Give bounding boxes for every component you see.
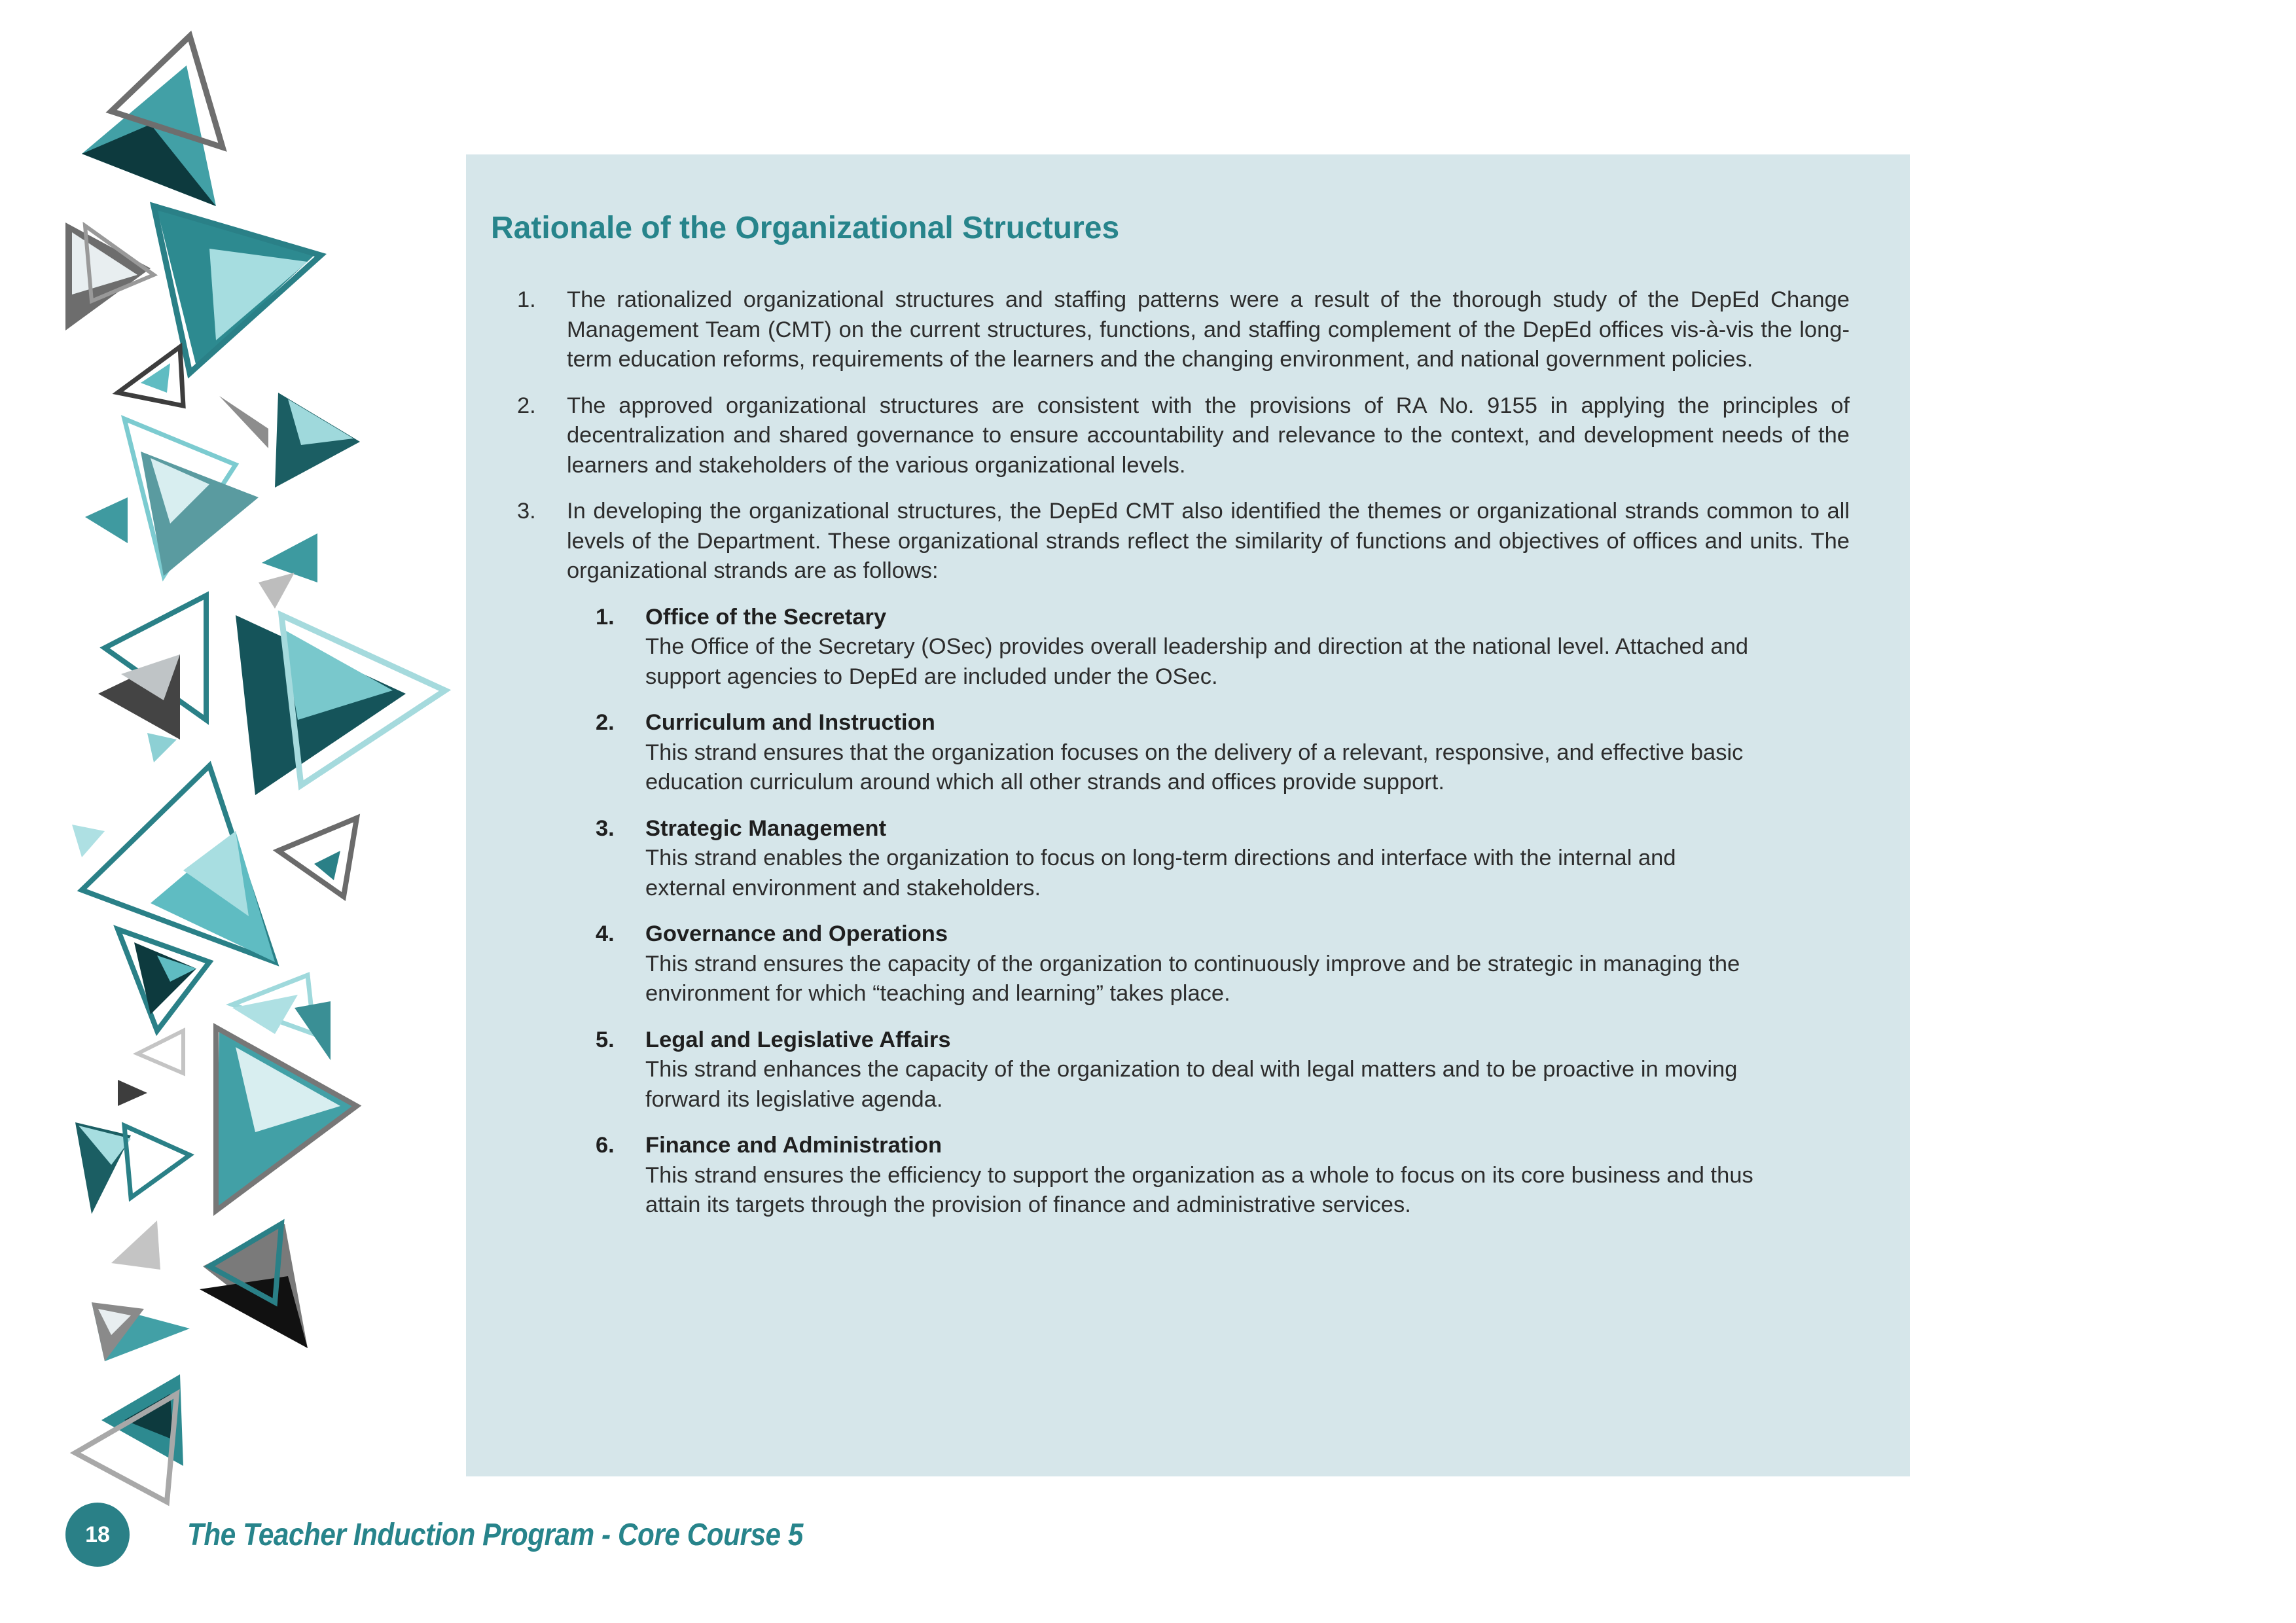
list-item-text: The approved organizational structures are consistent with the provisions of RA No. 9155 in applying the principles of decentralization and shared governance to ensure accountability and relevance to the context, and development needs of the learners and stakeholders of the various organizational levels. [567, 393, 1850, 478]
list-item-number: 2. [517, 393, 536, 418]
page-footer [65, 1503, 982, 1568]
strand-description: This strand enables the organization to focus on long-term directions and interface with the internal and external environment and stakeholders. [645, 846, 1676, 901]
strand-number: 4. [596, 921, 615, 946]
strand-number: 6. [596, 1133, 615, 1158]
rationale-list [466, 285, 1850, 1237]
list-item [466, 391, 1850, 481]
strand-item [466, 814, 1758, 904]
list-item-number: 1. [517, 287, 536, 312]
footer-title: The Teacher Induction Program - Core Course 5 [187, 1518, 803, 1552]
strand-item [466, 919, 1758, 1009]
list-item [466, 497, 1850, 586]
list-item-text: In developing the organizational structures, the DepEd CMT also identified the themes or organizational strands common to all levels of the Department. These organizational strands reflect the similarity of functions and objectives of offices and units. The organizational strands are as follows: [567, 499, 1850, 583]
strand-item [466, 708, 1758, 798]
list-item-number: 3. [517, 499, 536, 524]
strand-description: The Office of the Secretary (OSec) provides overall leadership and direction at the national level. Attached and support agencies to DepEd are included under the OSec. [645, 634, 1749, 689]
strand-title: Curriculum and Instruction [645, 710, 935, 735]
strand-number: 2. [596, 710, 615, 735]
section-title: Rationale of the Organizational Structures [491, 211, 1120, 245]
strand-description: This strand enhances the capacity of the organization to deal with legal matters and to be proactive in moving forward its legislative agenda. [645, 1057, 1738, 1112]
strand-number: 1. [596, 604, 615, 630]
page-number: 18 [65, 1503, 130, 1567]
list-item-text: The rationalized organizational structures and staffing patterns were a result of the thorough study of the DepEd Change Management Team (CMT) on the current structures, functions, and staffing complement of the DepEd offices vis-à-vis the long-term education reforms, requirements of the learners and the changing environment, and national government policies. [567, 287, 1850, 372]
strand-number: 3. [596, 815, 615, 841]
strand-title: Strategic Management [645, 815, 887, 841]
strand-number: 5. [596, 1027, 615, 1052]
triangle-decoration [0, 0, 471, 1525]
strand-title: Legal and Legislative Affairs [645, 1027, 951, 1052]
strand-item [466, 1131, 1758, 1221]
strand-description: This strand ensures the capacity of the organization to continuously improve and be strategic in managing the environment for which “teaching and learning” takes place. [645, 951, 1740, 1006]
strand-title: Office of the Secretary [645, 604, 887, 630]
strand-title: Finance and Administration [645, 1133, 942, 1158]
strand-list [466, 603, 1850, 1221]
strand-title: Governance and Operations [645, 921, 948, 946]
strand-description: This strand ensures the efficiency to support the organization as a whole to focus on its core business and thus attain its targets through the provision of finance and administrative services. [645, 1162, 1753, 1217]
strand-item [466, 1026, 1758, 1115]
list-item [466, 285, 1850, 375]
strand-item [466, 603, 1758, 692]
content-panel [466, 154, 1910, 1476]
strand-description: This strand ensures that the organization focuses on the delivery of a relevant, responsive, and effective basic education curriculum around which all other strands and offices provide support. [645, 740, 1744, 794]
